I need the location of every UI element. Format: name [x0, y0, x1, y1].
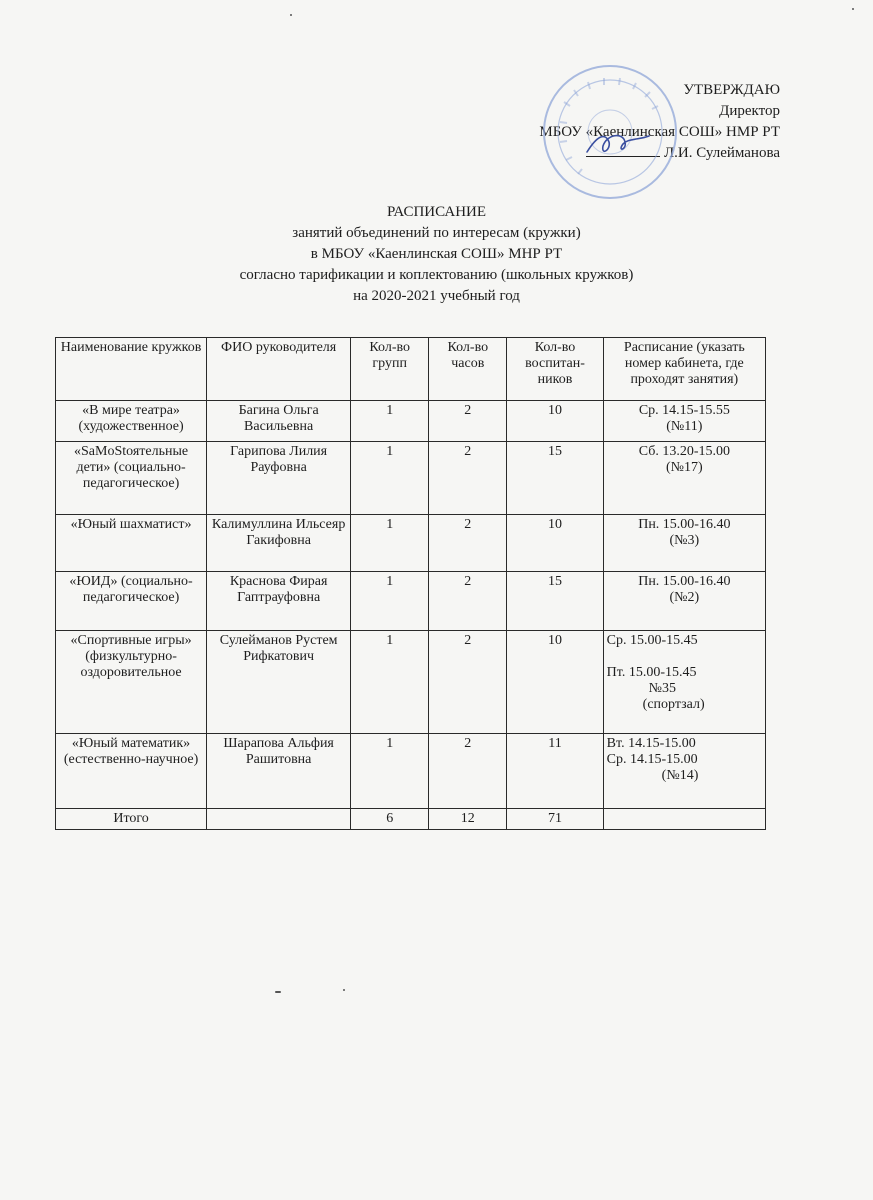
total-hours: 12: [429, 809, 507, 830]
cell-pupils: 15: [507, 442, 603, 515]
schedule-line: Сб. 13.20-15.00: [638, 444, 730, 459]
table-total-row: [56, 809, 766, 830]
schedule-line: Ср. 14.15-15.00: [606, 752, 698, 767]
scan-speck: [852, 8, 854, 10]
cell-club-name: «Спортивные игры» (физкультурно-оздоровительное: [56, 631, 207, 734]
cell-hours: 2: [429, 401, 507, 442]
cell-pupils: 11: [507, 734, 603, 809]
schedule-line: Вт. 14.15-15.00: [606, 736, 696, 751]
table-header-row: [56, 338, 766, 401]
schedule-line: Пн. 15.00-16.40: [638, 574, 731, 589]
cell-schedule: [603, 515, 765, 572]
header-schedule: Расписание (указать номер кабинета, где проходят занятия): [603, 338, 765, 401]
cell-hours: 2: [429, 734, 507, 809]
total-schedule-empty: [603, 809, 765, 830]
schedule-line: (№11): [666, 419, 703, 434]
table-row: [56, 631, 766, 734]
cell-groups: 1: [351, 401, 429, 442]
scan-speck: [343, 989, 345, 991]
schedule-table: [55, 337, 766, 830]
schedule-line: (№14): [661, 768, 699, 783]
title-line-3: согласно тарификации и коплектованию (школьных кружков): [239, 267, 634, 283]
cell-schedule: [603, 572, 765, 631]
header-groups: Кол-во групп: [351, 338, 429, 401]
cell-groups: 1: [351, 572, 429, 631]
approval-title: УТВЕРЖДАЮ: [683, 82, 780, 98]
cell-leader: Гарипова Лилия Рауфовна: [207, 442, 351, 515]
approval-position: Директор: [719, 103, 780, 119]
cell-leader: Багина Ольга Васильевна: [207, 401, 351, 442]
total-label: Итого: [56, 809, 207, 830]
schedule-line: (№2): [669, 590, 700, 605]
cell-leader: Сулейманов Рустем Рифкатович: [207, 631, 351, 734]
schedule-line: Ср. 14.15-15.55: [638, 403, 730, 418]
cell-club-name: «ЮИД» (социально-педагогическое): [56, 572, 207, 631]
cell-groups: 1: [351, 631, 429, 734]
cell-groups: 1: [351, 442, 429, 515]
cell-schedule: [603, 734, 765, 809]
scan-speck: [290, 14, 292, 16]
header-leader: ФИО руководителя: [207, 338, 351, 401]
schedule-line: (спортзал): [642, 697, 705, 712]
table-row: [56, 401, 766, 442]
title-line-1: занятий объединений по интересам (кружки): [292, 225, 581, 241]
cell-club-name: «SaMoStоятельные дети» (социально-педагогическое): [56, 442, 207, 515]
header-hours: Кол-во часов: [429, 338, 507, 401]
cell-groups: 1: [351, 515, 429, 572]
schedule-line: Ср. 15.00-15.45: [606, 633, 698, 648]
cell-pupils: 15: [507, 572, 603, 631]
cell-groups: 1: [351, 734, 429, 809]
cell-pupils: 10: [507, 401, 603, 442]
total-empty: [207, 809, 351, 830]
schedule-line: (№3): [669, 533, 700, 548]
cell-schedule: [603, 401, 765, 442]
document-heading: РАСПИСАНИЕ: [386, 204, 487, 220]
approval-name: Л.И. Сулейманова: [663, 145, 780, 161]
table-row: [56, 572, 766, 631]
director-signature: [583, 126, 653, 162]
schedule-line: Пн. 15.00-16.40: [638, 517, 731, 532]
cell-schedule: [603, 442, 765, 515]
cell-hours: 2: [429, 631, 507, 734]
schedule-line: №35: [648, 681, 677, 696]
cell-leader: Калимуллина Ильсеяр Гакифовна: [207, 515, 351, 572]
table-row: [56, 442, 766, 515]
cell-pupils: 10: [507, 631, 603, 734]
schedule-line: Пт. 15.00-15.45: [606, 665, 697, 680]
cell-club-name: «В мире театра» (художественное): [56, 401, 207, 442]
title-line-2: в МБОУ «Каенлинская СОШ» МНР РТ: [310, 246, 563, 262]
total-groups: 6: [351, 809, 429, 830]
cell-club-name: «Юный шахматист»: [56, 515, 207, 572]
total-pupils: 71: [507, 809, 603, 830]
cell-schedule: [603, 631, 765, 734]
scan-speck: [275, 991, 281, 993]
cell-hours: 2: [429, 442, 507, 515]
document-title-block: [0, 202, 873, 307]
cell-hours: 2: [429, 572, 507, 631]
table-row: [56, 734, 766, 809]
header-pupils: Кол-во воспитан-ников: [507, 338, 603, 401]
cell-leader: Шарапова Альфия Рашитовна: [207, 734, 351, 809]
cell-pupils: 10: [507, 515, 603, 572]
approval-organization: МБОУ «Каенлинская СОШ» НМР РТ: [539, 124, 780, 140]
header-club-name: Наименование кружков: [56, 338, 207, 401]
cell-club-name: «Юный математик» (естественно-научное): [56, 734, 207, 809]
table-row: [56, 515, 766, 572]
schedule-line: (№17): [665, 460, 703, 475]
cell-hours: 2: [429, 515, 507, 572]
cell-leader: Краснова Фирая Гаптрауфовна: [207, 572, 351, 631]
title-line-4: на 2020-2021 учебный год: [353, 288, 520, 304]
